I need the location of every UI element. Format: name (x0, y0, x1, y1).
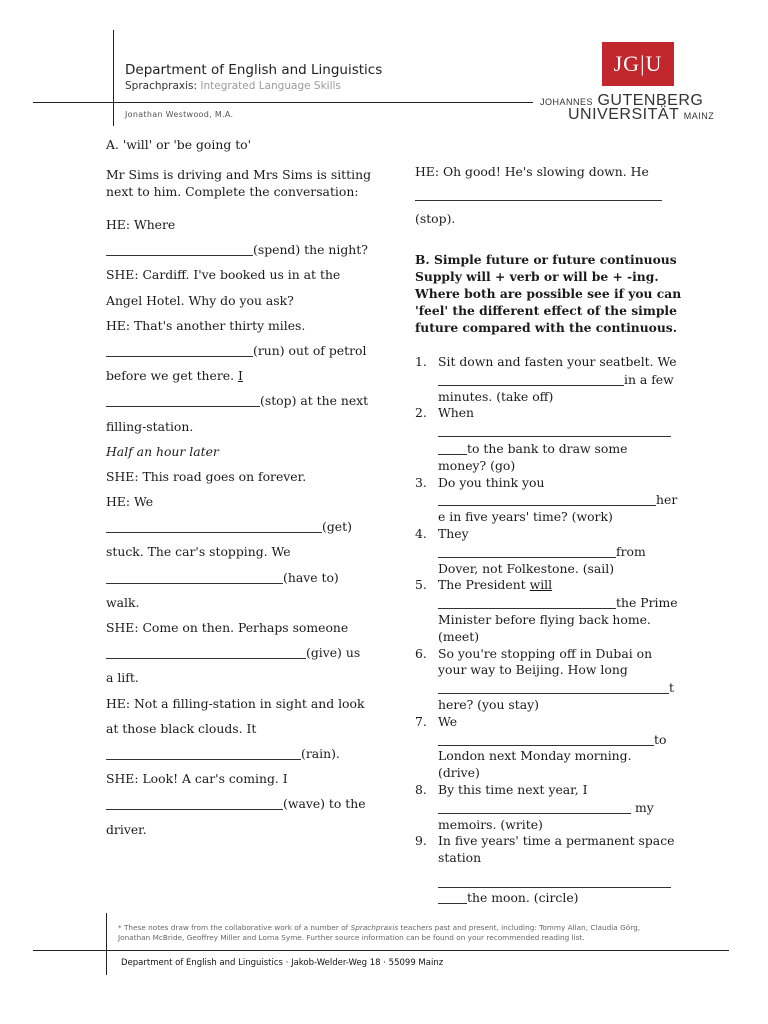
exercise-text: So you're stopping off in Dubai on (438, 645, 653, 661)
dialogue-text: (run) out of petrol (253, 342, 367, 358)
dialogue-line: walk. (106, 594, 140, 610)
exercise-text: my (634, 799, 654, 815)
exercise-text (438, 371, 677, 389)
exercise-text: will (529, 577, 553, 593)
exercise-item (415, 833, 677, 906)
logo-universitaet: UNIVERSITÄT (568, 106, 680, 123)
exercise-text: memoirs. (write) (438, 816, 543, 832)
exercise-text: By this time next year, I (438, 781, 588, 797)
exercise-number: 7. (415, 713, 427, 729)
exercise-number: 2. (415, 405, 427, 421)
section-a (106, 137, 371, 842)
logo-johannes: JOHANNES (540, 97, 594, 107)
exercise-text (438, 577, 677, 594)
dialogue-text: (spend) the night? (253, 242, 368, 258)
exercise-text: to (654, 731, 667, 747)
dialogue-line: (stop). (415, 211, 456, 226)
section-b-heading-line: Supply will + verb or will be + -ing. (415, 269, 659, 284)
section-b-heading (415, 251, 682, 336)
exercise-text (438, 799, 677, 817)
section-a-intro: Mr Sims is driving and Mrs Sims is sitting next to him. Complete the conversation: (106, 167, 371, 199)
answer-blank[interactable] (438, 679, 669, 694)
footnote-text: teachers past and present, including: Tommy Allan, Claudia Görg, (400, 923, 641, 932)
exercise-text: her (656, 492, 678, 508)
exercise-text: When (438, 405, 475, 421)
dialogue-line (106, 640, 371, 665)
exercise-text: They (438, 525, 469, 541)
dialogue-stage-direction: Half an hour later (106, 443, 219, 459)
dialogue-line: stuck. The car's stopping. We (106, 544, 291, 560)
dialogue-line (415, 180, 677, 208)
footnote-text: * These notes draw from the collaborative work of a number of (118, 923, 349, 932)
section-b-heading-line: B. Simple future or future continuous (415, 252, 677, 267)
dialogue-text: (get) (322, 519, 352, 535)
answer-blank[interactable] (438, 867, 671, 888)
dialogue-line (106, 237, 371, 262)
exercise-number: 6. (415, 645, 427, 661)
exercise-text: from (616, 543, 646, 559)
dialogue-text: (give) us (306, 645, 361, 661)
exercise-item (415, 714, 677, 782)
exercise-number: 4. (415, 525, 427, 541)
dialogue-line: HE: Not a filling-station in sight and look (106, 695, 365, 711)
exercise-number: 1. (415, 354, 427, 369)
exercise-item (415, 354, 677, 405)
dialogue-text: (stop) at the next (260, 393, 369, 409)
exercise-number: 5. (415, 577, 427, 593)
dialogue-text: I (238, 368, 243, 384)
footnote-line (118, 923, 718, 933)
page-footer: Department of English and Linguistics · Jakob-Welder-Weg 18 · 55099 Mainz (121, 958, 444, 968)
exercise-text: minutes. (take off) (438, 388, 554, 404)
exercise-item (415, 475, 677, 526)
course-subtitle (125, 80, 341, 92)
answer-blank[interactable] (106, 745, 301, 760)
exercise-text (438, 889, 677, 907)
exercise-text: Sit down and fasten your seatbelt. We (438, 354, 677, 369)
answer-blank[interactable] (438, 440, 467, 455)
answer-blank[interactable] (438, 543, 616, 558)
answer-blank[interactable] (106, 241, 253, 256)
answer-blank[interactable] (106, 569, 283, 584)
footer-vertical-rule (106, 913, 107, 975)
section-b-heading-line: 'feel' the different effect of the simple (415, 303, 677, 318)
answer-blank[interactable] (438, 491, 656, 506)
exercise-text: the moon. (circle) (467, 889, 579, 905)
exercise-text: Do you think you (438, 474, 545, 490)
dialogue-line (106, 791, 371, 816)
answer-blank[interactable] (106, 342, 253, 357)
answer-blank[interactable] (438, 889, 467, 904)
section-b-heading-line: future compared with the continuous. (415, 320, 677, 335)
dialogue-line: a lift. (106, 670, 139, 686)
dialogue-line: SHE: This road goes on forever. (106, 468, 307, 484)
footnote-line: Jonathan McBride, Geoffrey Miller and Lorna Syme. Further source information can be found on your recommended reading list. (118, 933, 585, 942)
exercise-text (438, 731, 677, 749)
exercise-number: 8. (415, 781, 427, 797)
answer-blank[interactable] (438, 371, 624, 386)
answer-blank[interactable] (106, 644, 306, 659)
exercise-text: here? (you stay) (438, 696, 539, 712)
exercise-text: station (438, 850, 482, 866)
exercise-text (438, 679, 677, 697)
dialogue-line: HE: That's another thirty miles. (106, 317, 306, 333)
department-title: Department of English and Linguistics (125, 62, 383, 78)
exercise-item (415, 782, 677, 833)
dialogue-line: SHE: Come on then. Perhaps someone (106, 620, 349, 635)
university-logo-mark: JG|U (602, 42, 674, 86)
dialogue-line (106, 388, 371, 413)
answer-blank[interactable] (438, 594, 616, 609)
exercise-text (438, 491, 677, 509)
dialogue-line (106, 741, 371, 766)
exercise-item (415, 577, 677, 645)
dialogue-line: SHE: Cardiff. I've booked us in at the (106, 267, 341, 283)
exercise-text: Dover, not Folkestone. (sail) (438, 560, 615, 576)
answer-blank[interactable] (415, 180, 662, 201)
exercise-number: 3. (415, 474, 427, 490)
footer-horizontal-rule (33, 950, 729, 951)
right-column (415, 163, 682, 907)
exercise-text: t (669, 680, 674, 696)
exercise-text: In five years' time a permanent space (438, 833, 675, 849)
dialogue-line (106, 565, 371, 590)
exercise-text: (drive) (438, 765, 480, 781)
exercise-text: your way to Beijing. How long (438, 662, 628, 678)
exercise-list (415, 354, 677, 907)
dialogue-line (106, 338, 371, 363)
logo-mainz: MAINZ (683, 111, 715, 121)
section-a-heading: A. 'will' or 'be going to' (106, 137, 252, 152)
dialogue-line: HE: Oh good! He's slowing down. He (415, 164, 649, 179)
course-subtitle-prefix: Sprachpraxis: (125, 80, 198, 92)
exercise-item (415, 646, 677, 714)
exercise-item (415, 526, 677, 577)
answer-blank[interactable] (438, 799, 631, 814)
section-b-heading-line: Where both are possible see if you can (415, 286, 682, 301)
dialogue-line (106, 363, 371, 388)
exercise-number: 9. (415, 833, 427, 849)
exercise-text (438, 594, 677, 612)
university-logo-line2 (568, 106, 714, 124)
exercise-text: money? (go) (438, 457, 516, 473)
dialogue-text: (wave) to the (283, 796, 366, 812)
header-vertical-rule (113, 30, 114, 126)
dialogue-line: filling-station. (106, 418, 194, 434)
dialogue-line (106, 514, 371, 539)
exercise-text (438, 543, 677, 561)
exercise-text: (meet) (438, 628, 480, 644)
exercise-text: e in five years' time? (work) (438, 509, 613, 525)
dialogue-text: (have to) (283, 569, 339, 585)
dialogue-line: driver. (106, 821, 147, 837)
answer-blank[interactable] (106, 795, 283, 810)
course-subtitle-accent: Integrated Language Skills (200, 80, 341, 92)
answer-blank[interactable] (106, 518, 322, 533)
dialogue-line: at those black clouds. It (106, 720, 257, 736)
exercise-text: We (438, 713, 458, 729)
exercise-item (415, 405, 677, 474)
dialogue-line: HE: We (106, 494, 154, 510)
author-name: Jonathan Westwood, M.A. (125, 110, 234, 119)
exercise-text: in a few (624, 371, 674, 387)
exercise-text (438, 867, 677, 889)
dialogue-text: before we get there. (106, 368, 235, 384)
header-horizontal-rule (33, 102, 533, 103)
dialogue-line: Angel Hotel. Why do you ask? (106, 292, 294, 308)
exercise-text (438, 422, 677, 440)
exercise-text: The President (438, 577, 526, 593)
exercise-text: Minister before flying back home. (438, 611, 651, 627)
footnote-text: Sprachpraxis (350, 923, 399, 932)
exercise-text (438, 440, 677, 458)
dialogue-line: SHE: Look! A car's coming. I (106, 771, 288, 787)
answer-blank[interactable] (438, 422, 671, 437)
exercise-text: the Prime (616, 595, 678, 611)
logo-gutenberg: GUTENBERG (597, 92, 704, 109)
exercise-text: to the bank to draw some (467, 440, 628, 456)
exercise-text: London next Monday morning. (438, 748, 632, 764)
answer-blank[interactable] (438, 731, 654, 746)
dialogue-text: (rain). (301, 745, 340, 761)
dialogue-line: HE: Where (106, 217, 176, 232)
footnote (118, 923, 718, 943)
answer-blank[interactable] (106, 392, 260, 407)
